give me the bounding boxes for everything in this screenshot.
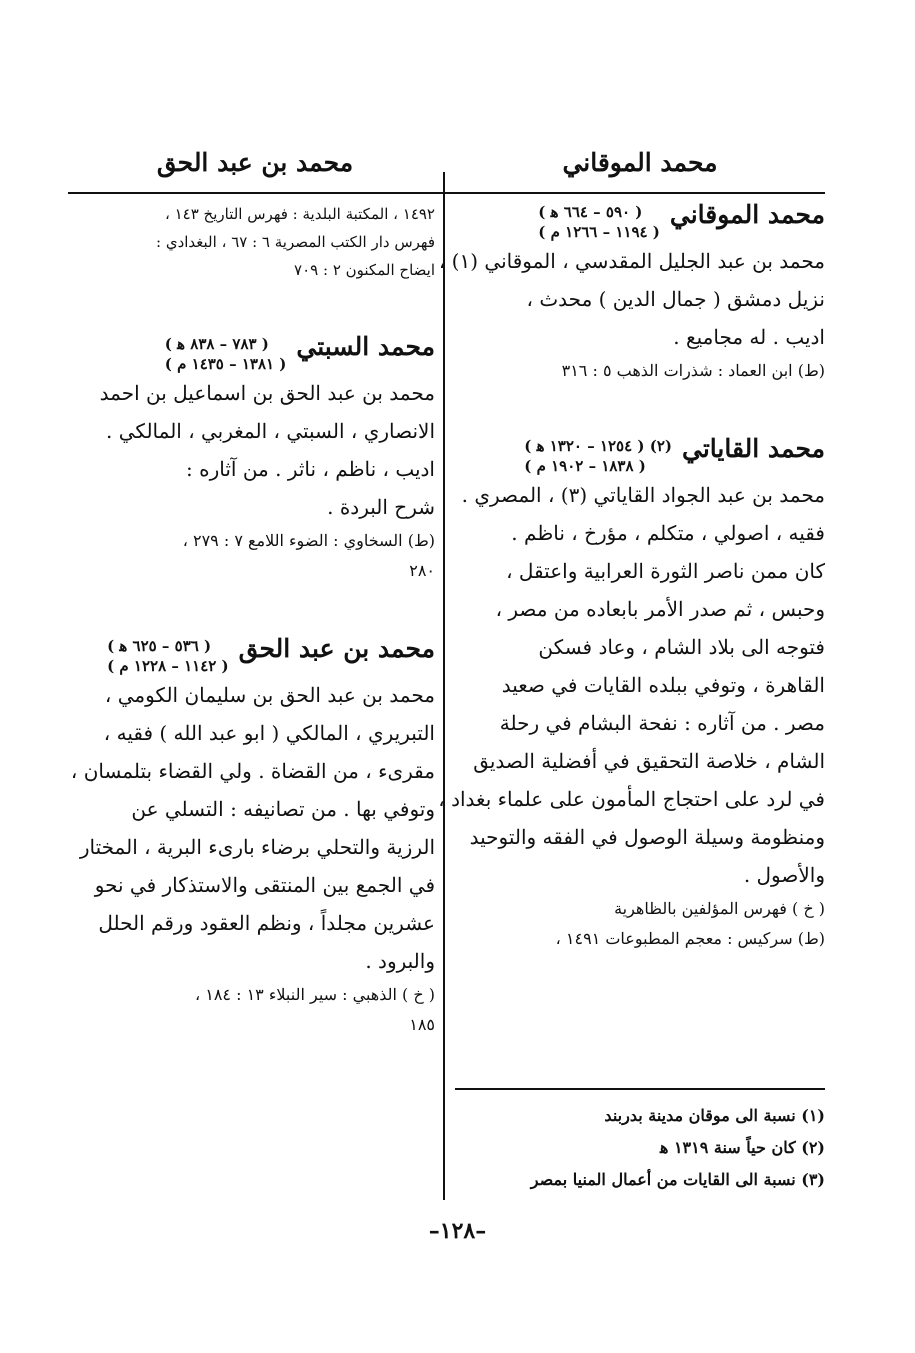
hijri-dates: ( ١٢٥٤ – ١٣٢٠ ﻫ ) (٢) bbox=[524, 437, 672, 455]
body-line: وتوفي بها . من تصانيفه : التسلي عن bbox=[131, 797, 435, 821]
continued-references bbox=[70, 200, 435, 284]
column-divider bbox=[443, 172, 445, 1200]
hijri-dates: ( ٥٣٦ – ٦٢٥ ﻫ ) bbox=[107, 637, 212, 655]
reference-line: ( خ ) الذهبي : سير النبلاء ١٣ : ١٨٤ ، bbox=[194, 985, 435, 1004]
entry-name: محمد بن عبد الحق bbox=[238, 634, 435, 663]
entry-dates bbox=[165, 334, 287, 374]
footnote-rule bbox=[455, 1088, 825, 1090]
footnote: (٣) نسبة الى القايات من أعمال المنيا بمصر bbox=[530, 1170, 825, 1189]
body-line: فقيه ، اصولي ، متكلم ، مؤرخ ، ناظم . bbox=[511, 521, 825, 545]
body-line: كان ممن ناصر الثورة العرابية واعتقل ، bbox=[506, 559, 825, 583]
body-line: محمد بن عبد الجواد القاياتي (٣) ، المصري . bbox=[461, 483, 825, 507]
reference-line: (ط) ابن العماد : شذرات الذهب ٥ : ٣١٦ bbox=[561, 361, 825, 380]
footnotes bbox=[455, 1100, 825, 1196]
entry-dates bbox=[107, 636, 229, 676]
entry-dates bbox=[538, 202, 660, 242]
body-line: اديب ، ناظم ، ناثر . من آثاره : bbox=[186, 457, 435, 481]
reference-line: فهرس دار الكتب المصرية ٦ : ٦٧ ، البغدادي : bbox=[156, 233, 435, 251]
header-rule bbox=[68, 192, 825, 194]
body-line: شرح البردة . bbox=[327, 495, 435, 519]
entry-qayati bbox=[438, 434, 825, 954]
reference-line: ايضاح المكنون ٢ : ٧٠٩ bbox=[294, 261, 435, 279]
running-head-left: محمد بن عبد الحق bbox=[156, 148, 354, 177]
gregorian-dates: ( ١٨٣٨ – ١٩٠٢ م ) bbox=[524, 457, 646, 475]
entry-ibn-abd-al-haqq bbox=[70, 634, 435, 1040]
body-line: في الجمع بين المنتقى والاستذكار في نحو bbox=[94, 873, 435, 897]
body-line: الشام ، خلاصة التحقيق في أفضلية الصديق bbox=[473, 749, 825, 773]
reference-line: (ط) سركيس : معجم المطبوعات ١٤٩١ ، bbox=[555, 929, 825, 948]
reference-line: ١٨٥ bbox=[409, 1015, 435, 1034]
body-line: في لرد على احتجاج المأمون على علماء بغداد ، bbox=[438, 787, 825, 811]
body-line: الرزية والتحلي برضاء بارىء البرية ، المختار bbox=[79, 835, 435, 859]
right-column bbox=[438, 200, 825, 972]
entry-heading bbox=[70, 332, 435, 374]
entry-mawqani bbox=[438, 200, 825, 386]
entry-heading bbox=[455, 434, 825, 476]
reference-line: (ط) السخاوي : الضوء اللامع ٧ : ٢٧٩ ، bbox=[182, 531, 435, 550]
entry-heading bbox=[455, 200, 825, 242]
body-line: التبريري ، المالكي ( ابو عبد الله ) فقيه ، bbox=[103, 721, 435, 745]
hijri-dates: ( ٥٩٠ – ٦٦٤ ﻫ ) bbox=[538, 203, 643, 221]
body-line: مصر . من آثاره : نفحة البشام في رحلة bbox=[499, 711, 825, 735]
body-line: محمد بن عبد الجليل المقدسي ، الموقاني (١) ، bbox=[438, 249, 825, 273]
body-line: محمد بن عبد الحق بن اسماعيل بن احمد bbox=[99, 381, 435, 405]
body-line: عشرين مجلداً ، ونظم العقود ورقم الحلل bbox=[98, 911, 435, 935]
body-line: نزيل دمشق ( جمال الدين ) محدث ، bbox=[526, 287, 825, 311]
gregorian-dates: ( ١١٤٢ – ١٢٢٨ م ) bbox=[107, 657, 229, 675]
entry-heading bbox=[70, 634, 435, 676]
gregorian-dates: ( ١١٩٤ – ١٢٦٦ م ) bbox=[538, 223, 660, 241]
body-line: القاهرة ، وتوفي ببلده القايات في صعيد bbox=[501, 673, 825, 697]
page-number: –١٢٨– bbox=[428, 1218, 487, 1244]
body-line: وحبس ، ثم صدر الأمر بابعاده من مصر ، bbox=[495, 597, 825, 621]
entry-name: محمد الموقاني bbox=[669, 200, 825, 229]
hijri-dates: ( ٧٨٣ – ٨٣٨ ﻫ ) bbox=[164, 335, 269, 353]
body-line: والأصول . bbox=[743, 863, 825, 887]
running-head-right: محمد الموقاني bbox=[562, 148, 718, 177]
body-line: ومنظومة وسيلة الوصول في الفقه والتوحيد bbox=[469, 825, 825, 849]
reference-line: ٢٨٠ bbox=[409, 561, 435, 580]
reference-line: ١٤٩٢ ، المكتبة البلدية : فهرس التاريخ ١٤٣ ، bbox=[164, 205, 435, 223]
gregorian-dates: ( ١٣٨١ – ١٤٣٥ م ) bbox=[164, 355, 287, 373]
entry-sabti bbox=[70, 332, 435, 586]
body-line: مقرىء ، من القضاة . ولي القضاء بتلمسان ، bbox=[70, 759, 435, 783]
entry-name: محمد القاياتي bbox=[681, 434, 825, 463]
footnote: (٢) كان حياً سنة ١٣١٩ ﻫ bbox=[659, 1138, 825, 1157]
entry-dates bbox=[524, 436, 672, 476]
footnote: (١) نسبة الى موقان مدينة بدربند bbox=[604, 1106, 825, 1125]
body-line: اديب . له مجاميع . bbox=[673, 325, 825, 349]
reference-line: ( خ ) فهرس المؤلفين بالظاهرية bbox=[614, 899, 825, 918]
entry-name: محمد السبتي bbox=[296, 332, 435, 361]
body-line: فتوجه الى بلاد الشام ، وعاد فسكن bbox=[538, 635, 825, 659]
left-column bbox=[70, 200, 435, 1058]
body-line: الانصاري ، السبتي ، المغربي ، المالكي . bbox=[106, 419, 435, 443]
body-line: محمد بن عبد الحق بن سليمان الكومي ، bbox=[104, 683, 435, 707]
body-line: والبرود . bbox=[365, 949, 435, 973]
